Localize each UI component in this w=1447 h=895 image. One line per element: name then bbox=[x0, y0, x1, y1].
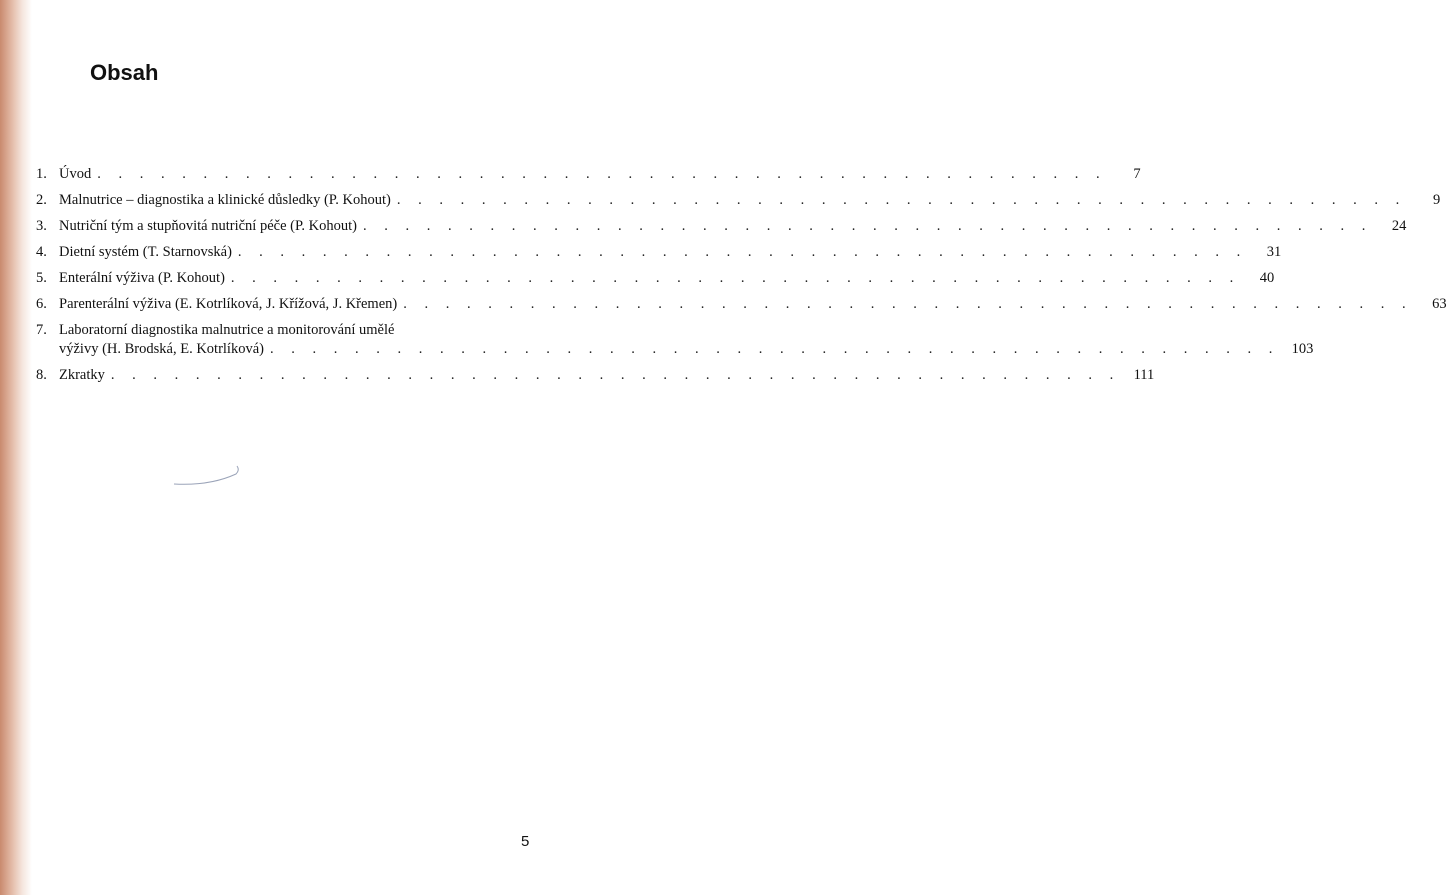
page-number: 5 bbox=[521, 833, 530, 850]
leader-dots: . . . . . . . . . . . . . . . . . . . . . . . . . . . . . . . . . . . . . . . . . . . . . . . . bbox=[269, 341, 1280, 357]
leader-dots: . . . . . . . . . . . . . . . . . . . . . . . . . . . . . . . . . . . . . . . . . . . . . . . . bbox=[110, 367, 1121, 383]
toc-entry-page: 63 bbox=[1432, 296, 1447, 312]
toc-entry-page: 31 bbox=[1266, 244, 1282, 260]
leader-dots: . . . . . . . . . . . . . . . . . . . . . . . . . . . . . . . . . . . . . . . . . . . . . . . . bbox=[97, 166, 1107, 182]
toc-entry-page: 24 bbox=[1391, 218, 1407, 234]
toc-entry bbox=[36, 192, 1441, 211]
toc-entry-page: 7 bbox=[1133, 166, 1141, 182]
toc-entry-title-line1: Laboratorní diagnostika malnutrice a monitorování umělé bbox=[59, 322, 395, 338]
toc-entry-number: 2. bbox=[36, 192, 47, 208]
leader-dots: . . . . . . . . . . . . . . . . . . . . . . . . . . . . . . . . . . . . . . . . . . . . . . . . bbox=[403, 296, 1413, 312]
toc-entry-title: Dietní systém (T. Starnovská) bbox=[59, 244, 232, 260]
toc-entry-title: Úvod bbox=[59, 166, 92, 182]
toc-entry-page: 111 bbox=[1133, 367, 1155, 383]
leader-dots: . . . . . . . . . . . . . . . . . . . . . . . . . . . . . . . . . . . . . . . . . . . . . . . . bbox=[363, 218, 1373, 234]
toc-entry-page: 40 bbox=[1259, 270, 1275, 286]
toc-entry-page: 9 bbox=[1432, 192, 1441, 208]
table-of-contents bbox=[36, 166, 1447, 393]
toc-entry bbox=[36, 218, 1407, 237]
pencil-mark bbox=[170, 462, 250, 492]
toc-entry-title: Parenterální výživa (E. Kotrlíková, J. Křížová, J. Křemen) bbox=[59, 296, 398, 312]
page-title: Obsah bbox=[90, 60, 159, 85]
toc-entry bbox=[36, 270, 1275, 289]
toc-entry-number: 7. bbox=[36, 322, 47, 338]
binding-shadow bbox=[0, 0, 32, 895]
leader-dots: . . . . . . . . . . . . . . . . . . . . . . . . . . . . . . . . . . . . . . . . . . . . . . . . bbox=[230, 270, 1241, 286]
toc-entry bbox=[36, 367, 1155, 386]
toc-entry-title: Zkratky bbox=[59, 367, 105, 383]
toc-entry bbox=[36, 296, 1447, 315]
toc-entry-number: 1. bbox=[36, 166, 47, 182]
toc-entry bbox=[36, 244, 1282, 263]
toc-entry-number: 6. bbox=[36, 296, 47, 312]
toc-entry-title-line2: výživy (H. Brodská, E. Kotrlíková) bbox=[59, 341, 264, 357]
toc-entry-page: 103 bbox=[1291, 341, 1314, 357]
toc-entry-title: Malnutrice – diagnostika a klinické důsledky (P. Kohout) bbox=[59, 192, 391, 208]
toc-entry-number: 8. bbox=[36, 367, 47, 383]
toc-entry bbox=[36, 322, 1314, 360]
toc-entry-title: Nutriční tým a stupňovitá nutriční péče (P. Kohout) bbox=[59, 218, 358, 234]
toc-entry bbox=[36, 166, 1141, 185]
leader-dots: . . . . . . . . . . . . . . . . . . . . . . . . . . . . . . . . . . . . . . . . . . . . . . . . bbox=[396, 192, 1407, 208]
toc-entry-title: Enterální výživa (P. Kohout) bbox=[59, 270, 225, 286]
toc-entry-number: 3. bbox=[36, 218, 47, 234]
toc-entry-number: 4. bbox=[36, 244, 47, 260]
leader-dots: . . . . . . . . . . . . . . . . . . . . . . . . . . . . . . . . . . . . . . . . . . . . . . . . bbox=[237, 244, 1248, 260]
toc-entry-number: 5. bbox=[36, 270, 47, 286]
